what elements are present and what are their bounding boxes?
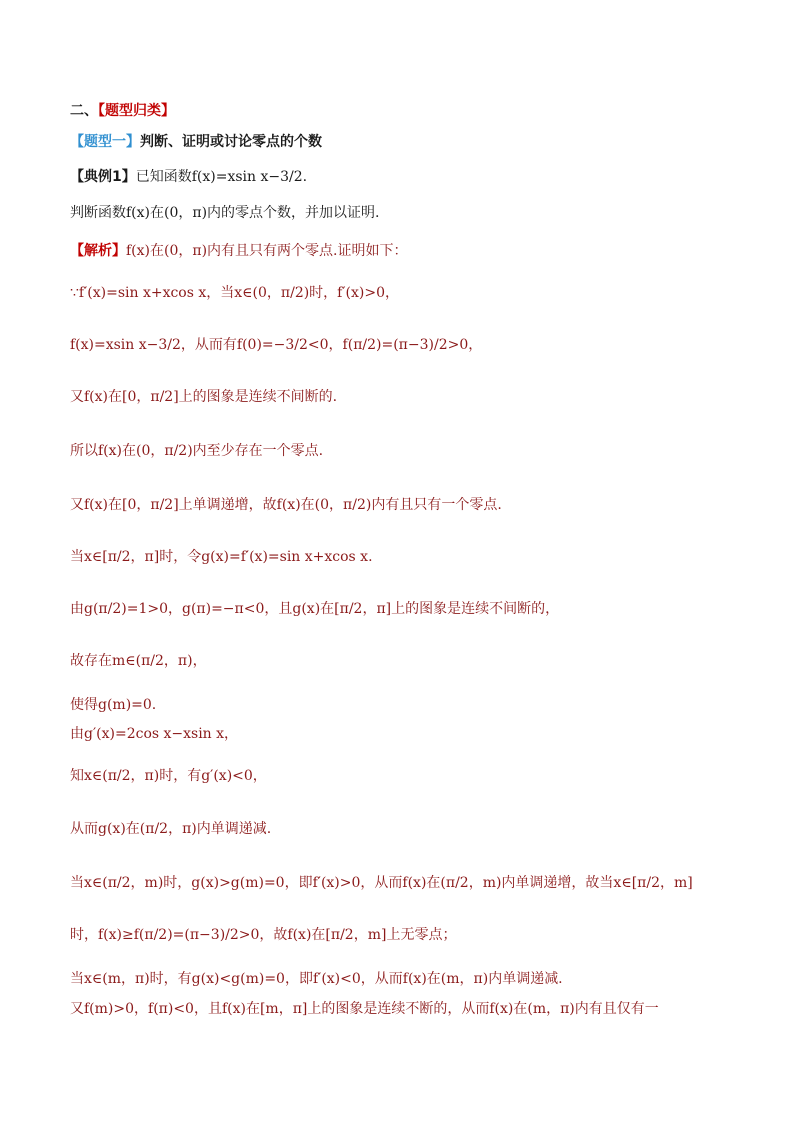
type-heading	[70, 131, 730, 153]
solution-line-10: 由g′(x)=2cos x−xsin x，	[70, 726, 239, 742]
solution-line-16: 又f(m)>0，f(π)<0，且f(x)在[m，π]上的图象是连续不断的，从而f(x)在(m，π)内有且仅有一	[70, 1001, 659, 1017]
solution-line-7: 由g(π/2)=1>0，g(π)=−π<0，且g(x)在[π/2，π]上的图象是连续不间断的，	[70, 601, 560, 617]
solution-line-1: ∵f′(x)=sin x+xcos x，当x∈(0，π/2)时，f′(x)>0，	[70, 285, 399, 301]
solution-line-6: 当x∈[π/2，π]时，令g(x)=f′(x)=sin x+xcos x.	[70, 549, 373, 565]
example-text: 已知函数f(x)=xsin x−3/2.	[135, 169, 308, 185]
example-tag: 【典例1】	[70, 169, 136, 185]
solution-line-9: 使得g(m)=0.	[70, 697, 157, 713]
type-tag: 【题型一】	[70, 134, 140, 150]
solution-line-13: 当x∈(π/2，m)时，g(x)>g(m)=0，即f′(x)>0，从而f(x)在(π/2，m)内单调递增，故当x∈[π/2，m]	[70, 875, 693, 891]
section-label: 【题型归类】	[98, 103, 175, 119]
solution-line-11: 知x∈(π/2，π)时，有g′(x)<0，	[70, 768, 267, 784]
solution-line-2: f(x)=xsin x−3/2，从而有f(0)=−3/2<0，f(π/2)=(π−3)/2>0，	[70, 337, 483, 353]
solution-text-0: f(x)在(0，π)内有且只有两个零点.证明如下：	[126, 243, 408, 259]
question-line: 判断函数f(x)在(0，π)内的零点个数，并加以证明.	[70, 205, 380, 221]
solution-line-12: 从而g(x)在(π/2，π)内单调递减.	[70, 821, 272, 837]
solution-line-3: 又f(x)在[0，π/2]上的图象是连续不间断的.	[70, 389, 338, 405]
solution-line-14: 时，f(x)≥f(π/2)=(π−3)/2>0，故f(x)在[π/2，m]上无零点；	[70, 927, 457, 943]
section-heading	[70, 100, 730, 122]
solution-tag: 【解析】	[70, 243, 126, 259]
section-prefix: 二、	[70, 103, 98, 119]
example-line	[70, 166, 730, 188]
solution-line-0	[70, 240, 730, 262]
solution-line-5: 又f(x)在[0，π/2]上单调递增，故f(x)在(0，π/2)内有且只有一个零点.	[70, 497, 502, 513]
solution-line-15: 当x∈(m，π)时，有g(x)<g(m)=0，即f′(x)<0，从而f(x)在(m，π)内单调递减.	[70, 971, 563, 987]
solution-line-8: 故存在m∈(π/2，π)，	[70, 653, 207, 669]
solution-line-4: 所以f(x)在(0，π/2)内至少存在一个零点.	[70, 443, 324, 459]
type-title: 判断、证明或讨论零点的个数	[140, 134, 322, 150]
